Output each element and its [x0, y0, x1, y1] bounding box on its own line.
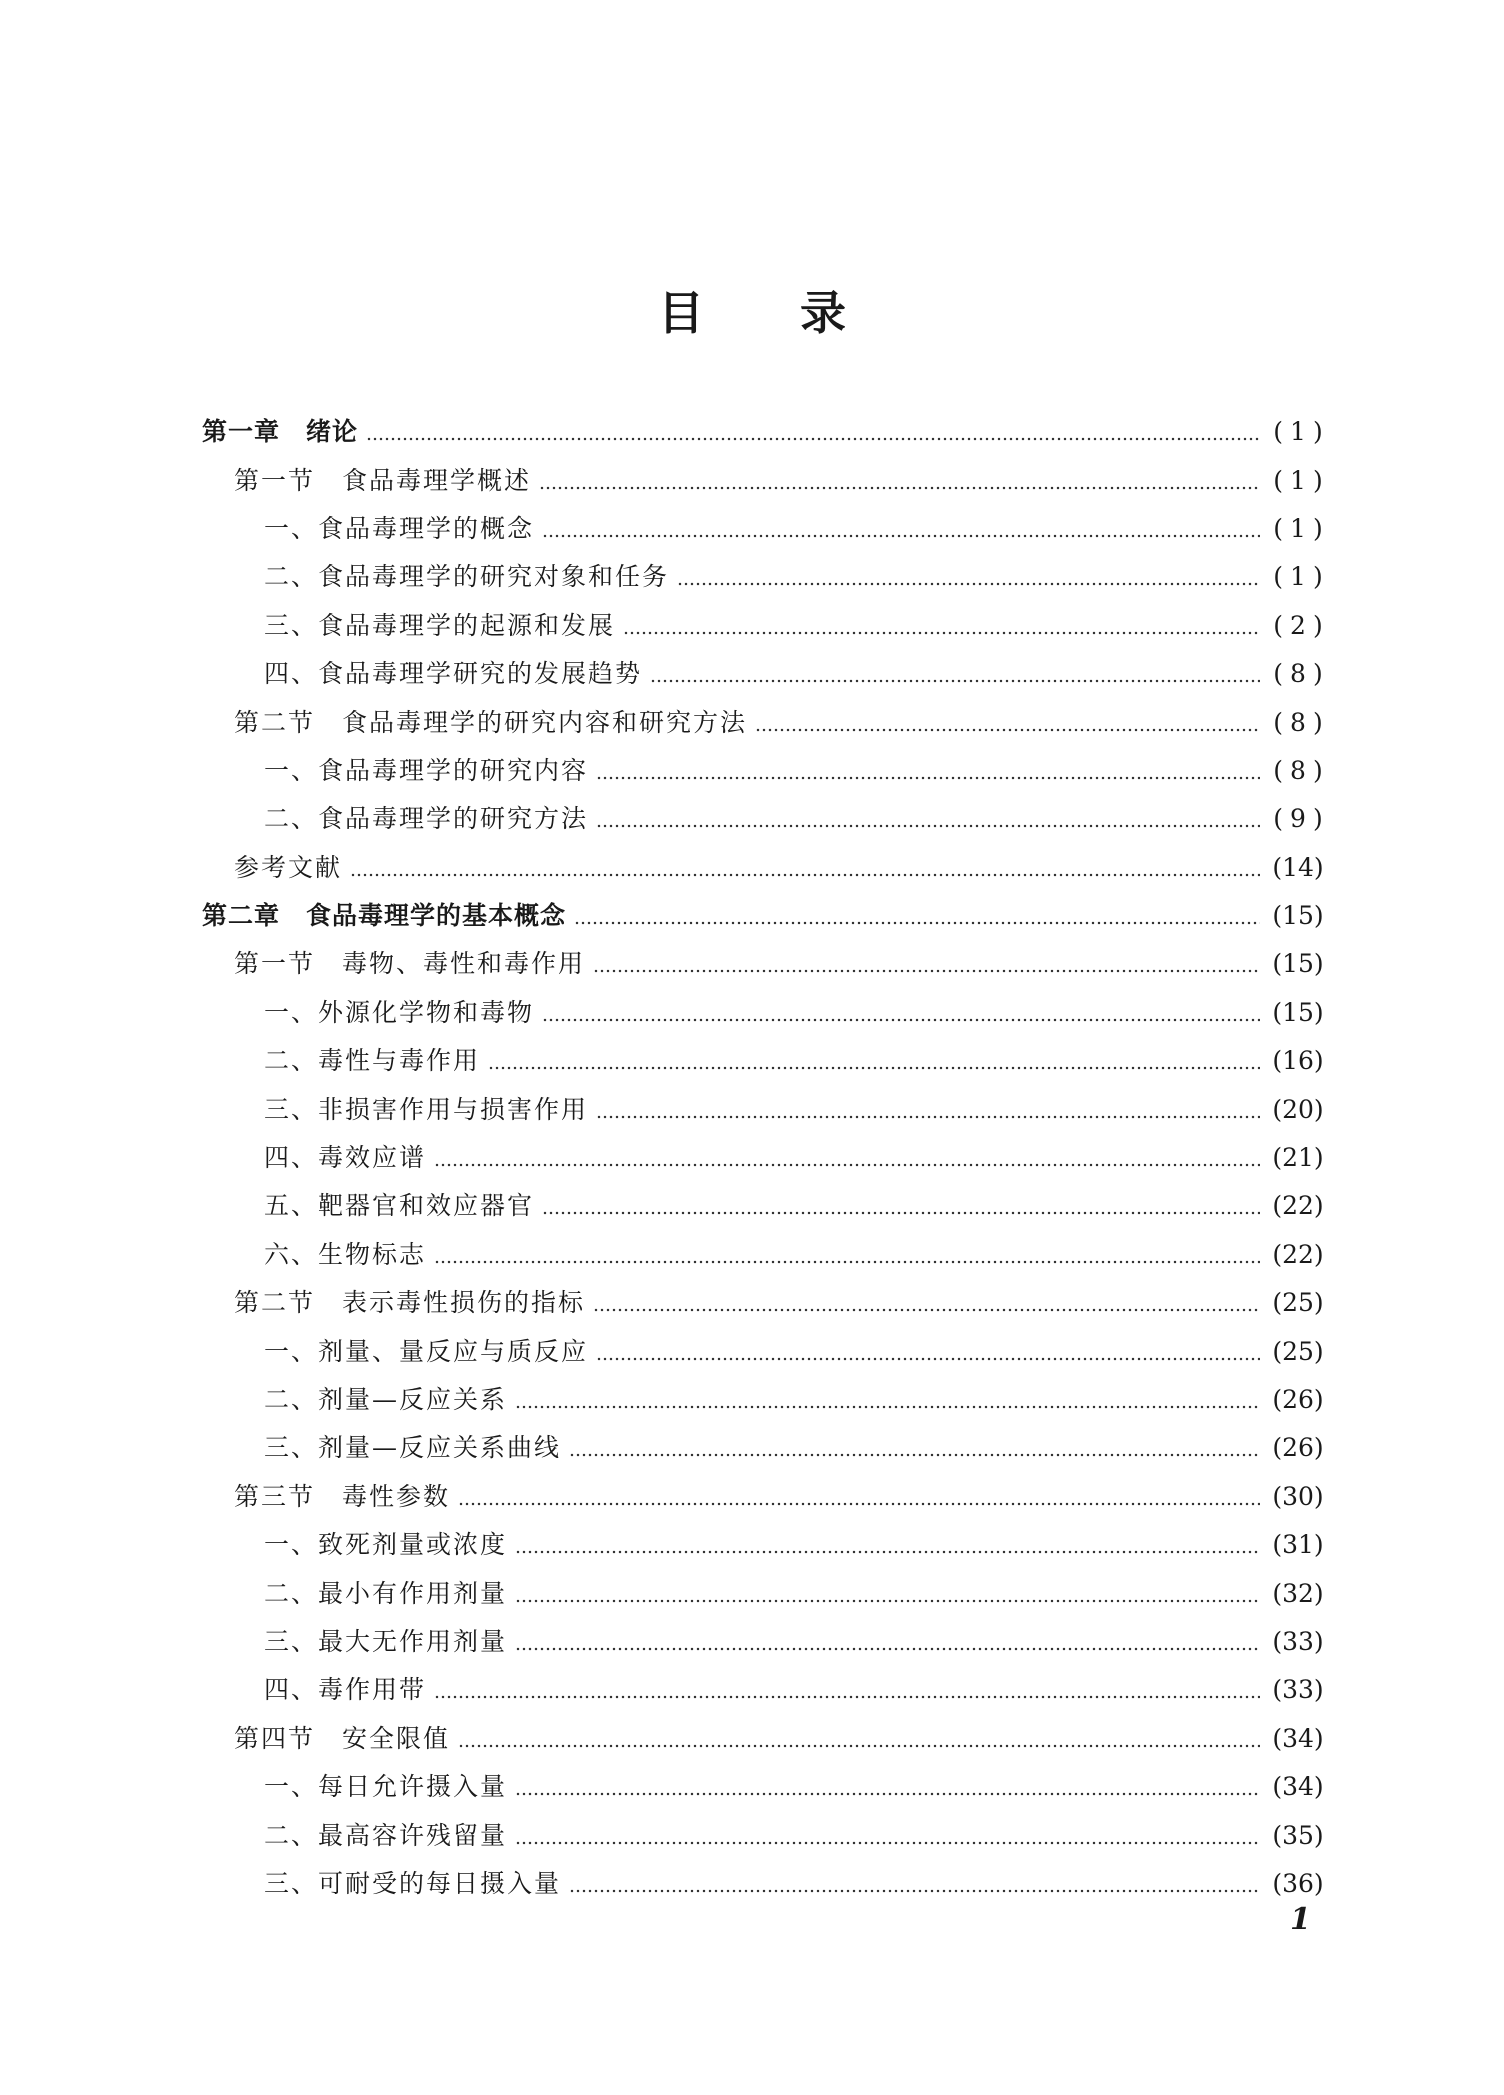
- toc-page-number: 25: [1282, 1288, 1314, 1318]
- toc-entry-item: [0, 1424, 1504, 1472]
- dot-leader: [623, 611, 1260, 641]
- dot-leader: [434, 1675, 1260, 1705]
- toc-page-number: 25: [1282, 1336, 1314, 1366]
- toc-entry-page: ( 1 ): [1273, 465, 1323, 495]
- dot-leader: [596, 756, 1260, 786]
- toc-entry-page: ( 8 ): [1273, 755, 1323, 785]
- toc-entry-item: [0, 1085, 1504, 1133]
- dot-leader: [569, 1869, 1260, 1899]
- toc-entry-label: 第一节 食品毒理学概述: [234, 465, 532, 495]
- toc-entry-page: (35): [1272, 1820, 1324, 1850]
- toc-entry-label: 四、食品毒理学研究的发展趋势: [264, 659, 643, 689]
- toc-entry-chapter: [0, 408, 1504, 456]
- toc-entry-page: (22): [1272, 1239, 1324, 1269]
- toc-entry-label: 二、最高容许残留量: [264, 1820, 508, 1850]
- toc-page-number: 36: [1282, 1868, 1314, 1898]
- dot-leader: [515, 1821, 1260, 1851]
- dot-leader: [755, 708, 1260, 738]
- toc-entry-label: 五、靶器官和效应器官: [264, 1191, 535, 1221]
- toc-entry-item: [0, 747, 1504, 795]
- toc-entry-label: 四、毒效应谱: [264, 1143, 427, 1173]
- toc-entry-label: 二、毒性与毒作用: [264, 1046, 481, 1076]
- toc-entry-label: 第三节 毒性参数: [234, 1481, 451, 1511]
- toc-entry-page: (25): [1272, 1336, 1324, 1366]
- toc-entry-item: [0, 989, 1504, 1037]
- toc-entry-label: 二、最小有作用剂量: [264, 1578, 508, 1608]
- toc-entry-section: [0, 940, 1504, 988]
- dot-leader: [539, 466, 1260, 496]
- toc-page-number: 14: [1282, 852, 1314, 882]
- toc-entry-item: [0, 1134, 1504, 1182]
- dot-leader: [515, 1385, 1260, 1415]
- toc-page-number: 8: [1290, 659, 1306, 689]
- toc-page-number: 33: [1282, 1626, 1314, 1656]
- toc-page-number: 26: [1282, 1385, 1314, 1414]
- toc-entry-page: (31): [1272, 1530, 1324, 1560]
- toc-entry-label: 第二节 食品毒理学的研究内容和研究方法: [234, 707, 748, 737]
- toc-page-number: 15: [1282, 997, 1314, 1027]
- toc-entry-page: (26): [1272, 1433, 1324, 1463]
- toc-entry-page: (33): [1272, 1626, 1324, 1656]
- toc-entry-section: [0, 1715, 1504, 1763]
- toc-entry-label: 六、生物标志: [264, 1239, 427, 1269]
- toc-entry-label: 一、每日允许摄入量: [264, 1772, 508, 1802]
- toc-page-number: 1: [1290, 562, 1306, 592]
- toc-page-number: 8: [1290, 707, 1306, 737]
- toc-entry-item: [0, 1182, 1504, 1230]
- dot-leader: [434, 1143, 1260, 1173]
- dot-leader: [434, 1240, 1260, 1270]
- toc-entry-page: ( 1 ): [1273, 417, 1323, 447]
- toc-page-number: 1: [1290, 417, 1306, 447]
- toc-entry-label: 二、剂量—反应关系: [264, 1385, 508, 1414]
- toc-entry-section: [0, 456, 1504, 504]
- dot-leader: [569, 1433, 1260, 1463]
- toc-page-number: 32: [1282, 1578, 1314, 1608]
- toc-entry-item: [0, 1569, 1504, 1617]
- dot-leader: [515, 1579, 1260, 1609]
- toc-entry-page: ( 1 ): [1273, 562, 1323, 592]
- toc-entry-page: (20): [1272, 1094, 1324, 1124]
- toc-entry-page: (25): [1272, 1288, 1324, 1318]
- dot-leader: [515, 1530, 1260, 1560]
- toc-entry-label: 第一节 毒物、毒性和毒作用: [234, 949, 586, 979]
- toc-entry-page: (15): [1272, 901, 1324, 931]
- toc-entry-label: 一、食品毒理学的概念: [264, 513, 535, 543]
- toc-entry-label: 二、食品毒理学的研究方法: [264, 804, 589, 834]
- dot-leader: [596, 804, 1260, 834]
- toc-entry-page: ( 8 ): [1273, 707, 1323, 737]
- dot-leader: [515, 1772, 1260, 1802]
- dot-leader: [574, 901, 1260, 931]
- toc-page-number: 1: [1290, 513, 1306, 543]
- toc-entry-item: [0, 1376, 1504, 1424]
- dot-leader: [677, 562, 1260, 592]
- toc-entry-label: 第一章 绪论: [202, 417, 359, 447]
- dot-leader: [366, 417, 1260, 447]
- dot-leader: [542, 998, 1260, 1028]
- dot-leader: [593, 949, 1260, 979]
- table-of-contents: [0, 408, 1504, 1908]
- toc-entry-item: [0, 1811, 1504, 1859]
- toc-entry-label: 三、最大无作用剂量: [264, 1626, 508, 1656]
- toc-entry-label: 二、食品毒理学的研究对象和任务: [264, 562, 670, 592]
- toc-entry-label: 一、致死剂量或浓度: [264, 1530, 508, 1560]
- toc-page-number: 16: [1282, 1046, 1314, 1076]
- toc-entry-section: [0, 1279, 1504, 1327]
- toc-entry-item: [0, 1037, 1504, 1085]
- toc-page-number: 15: [1282, 949, 1314, 979]
- toc-entry-page: (34): [1272, 1772, 1324, 1802]
- toc-page-number: 31: [1282, 1530, 1314, 1560]
- toc-entry-page: ( 8 ): [1273, 659, 1323, 689]
- toc-page-number: 8: [1290, 755, 1306, 785]
- toc-entry-page: (21): [1272, 1143, 1324, 1173]
- toc-entry-item: [0, 1763, 1504, 1811]
- toc-entry-label: 三、非损害作用与损害作用: [264, 1094, 589, 1124]
- toc-entry-page: (32): [1272, 1578, 1324, 1608]
- toc-entry-item: [0, 795, 1504, 843]
- toc-entry-item: [0, 602, 1504, 650]
- toc-entry-label: 参考文献: [234, 852, 343, 882]
- toc-entry-label: 三、剂量—反应关系曲线: [264, 1433, 562, 1463]
- dot-leader: [650, 659, 1260, 689]
- toc-entry-label: 一、剂量、量反应与质反应: [264, 1336, 589, 1366]
- toc-entry-page: (34): [1272, 1723, 1324, 1753]
- toc-entry-page: (14): [1272, 852, 1324, 882]
- dot-leader: [593, 1288, 1260, 1318]
- dot-leader: [488, 1046, 1260, 1076]
- toc-entry-page: ( 1 ): [1273, 513, 1323, 543]
- toc-entry-item: [0, 553, 1504, 601]
- toc-entry-label: 四、毒作用带: [264, 1675, 427, 1705]
- toc-page-number: 21: [1282, 1143, 1314, 1173]
- toc-page-number: 22: [1282, 1191, 1314, 1221]
- toc-entry-item: [0, 1521, 1504, 1569]
- toc-entry-item: [0, 505, 1504, 553]
- toc-entry-item: [0, 1860, 1504, 1908]
- toc-page-number: 34: [1282, 1772, 1314, 1802]
- toc-entry-item: [0, 650, 1504, 698]
- dot-leader: [596, 1095, 1260, 1125]
- toc-entry-page: ( 2 ): [1273, 610, 1323, 640]
- toc-entry-page: (15): [1272, 997, 1324, 1027]
- toc-entry-page: (15): [1272, 949, 1324, 979]
- toc-page-number: 35: [1282, 1820, 1314, 1850]
- toc-page-number: 34: [1282, 1723, 1314, 1753]
- toc-entry-item: [0, 1666, 1504, 1714]
- toc-entry-chapter: [0, 892, 1504, 940]
- toc-entry-section: [0, 698, 1504, 746]
- toc-entry-item: [0, 1618, 1504, 1666]
- toc-page-number: 26: [1282, 1433, 1314, 1463]
- toc-entry-page: (30): [1272, 1481, 1324, 1511]
- toc-page-number: 9: [1290, 804, 1306, 834]
- toc-entry-label: 一、食品毒理学的研究内容: [264, 755, 589, 785]
- toc-entry-page: (16): [1272, 1046, 1324, 1076]
- toc-entry-label: 一、外源化学物和毒物: [264, 997, 535, 1027]
- dot-leader: [596, 1337, 1260, 1367]
- toc-page-number: 2: [1290, 610, 1306, 640]
- dot-leader: [458, 1482, 1260, 1512]
- toc-page-number: 22: [1282, 1239, 1314, 1269]
- toc-page-number: 33: [1282, 1675, 1314, 1705]
- toc-entry-item: [0, 1327, 1504, 1375]
- dot-leader: [515, 1627, 1260, 1657]
- toc-entry-page: ( 9 ): [1273, 804, 1323, 834]
- dot-leader: [542, 514, 1260, 544]
- toc-entry-page: (36): [1272, 1868, 1324, 1898]
- toc-entry-label: 第四节 安全限值: [234, 1723, 451, 1753]
- toc-entry-label: 第二节 表示毒性损伤的指标: [234, 1288, 586, 1318]
- dot-leader: [458, 1724, 1260, 1754]
- page-number: 1: [1290, 1902, 1311, 1937]
- toc-page-number: 20: [1282, 1094, 1314, 1124]
- toc-entry-page: (33): [1272, 1675, 1324, 1705]
- toc-page-number: 30: [1282, 1481, 1314, 1511]
- toc-entry-item: [0, 1231, 1504, 1279]
- toc-entry-label: 第二章 食品毒理学的基本概念: [202, 901, 567, 931]
- toc-entry-page: (26): [1272, 1385, 1324, 1414]
- toc-entry-label: 三、可耐受的每日摄入量: [264, 1868, 562, 1898]
- page-title: 目 录: [657, 286, 886, 340]
- toc-page-number: 15: [1282, 901, 1314, 931]
- toc-page-number: 1: [1290, 465, 1306, 495]
- toc-entry-section: [0, 1473, 1504, 1521]
- dot-leader: [542, 1191, 1260, 1221]
- toc-entry-page: (22): [1272, 1191, 1324, 1221]
- toc-entry-label: 三、食品毒理学的起源和发展: [264, 610, 616, 640]
- toc-entry-section: [0, 844, 1504, 892]
- dot-leader: [350, 853, 1260, 883]
